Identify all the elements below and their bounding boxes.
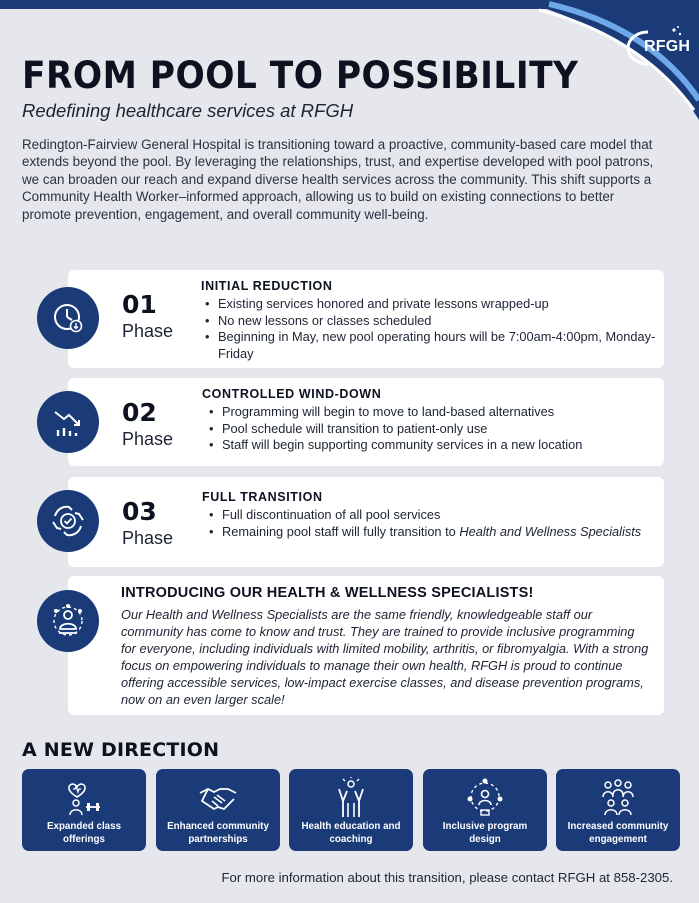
tile-label: Enhanced community partnerships (167, 821, 269, 845)
phase-bullets-3 (207, 507, 657, 540)
inclusive-design-icon (465, 777, 505, 817)
list-item (207, 524, 657, 541)
logo-text: RFGH (644, 38, 691, 55)
tile-health-education-and-coaching (289, 769, 413, 851)
phase-number-1: 01 (122, 290, 157, 319)
tile-label: Health education and coaching (301, 821, 401, 845)
tile-label: Inclusive program design (442, 821, 528, 845)
intro-paragraph: Redington-Fairview General Hospital is transitioning toward a proactive, community-based care model that extends beyond the pool. By leveraging the relationships, trust, and expertise developed with pool patrons, we can broaden our reach and expand diverse health services across the community. This shift supports a Community Health Worker–informed approach, allowing us to build on existing connections to better promote prevention, engagement, and overall community well-being. (22, 137, 654, 222)
phase-heading-1: INITIAL REDUCTION (201, 279, 333, 293)
list-item: • Existing services honored and private lessons wrapped-up (203, 296, 658, 313)
phase-number-2: 02 (122, 398, 157, 427)
bullet-italic-tail: Health and Wellness Specialists (459, 523, 642, 539)
phase-heading-2: CONTROLLED WIND-DOWN (202, 387, 382, 401)
clock-icon (37, 287, 99, 349)
specialists-body: Our Health and Wellness Specialists are the same friendly, knowledgeable staff our community has come to know and trust. They are trained to provide inclusive programming for everyone, including individuals with limited mobility, arthritis, or fibromyalgia. With a strong focus on empowering individuals to manage their own health, RFGH is proud to continue offering accessible services, low-impact exercise classes, and disease prevention programs, now on an even larger scale! (121, 607, 649, 707)
community-group-icon (598, 777, 638, 817)
tile-expanded-class-offerings (22, 769, 146, 851)
rfgh-logo (622, 24, 692, 68)
specialists-title: INTRODUCING OUR HEALTH & WELLNESS SPECIALISTS! (121, 585, 534, 601)
handshake-icon (198, 777, 238, 817)
list-item: • Pool schedule will transition to patient-only use (207, 421, 657, 438)
raised-hands-icon (331, 777, 371, 817)
phase-heading-3: FULL TRANSITION (202, 490, 323, 504)
bullet-text: Remaining pool staff will fully transition to (222, 523, 456, 539)
tile-enhanced-community-partnerships (156, 769, 280, 851)
phase-label-3: Phase (122, 528, 174, 548)
page-title: FROM POOL TO POSSIBILITY (22, 54, 579, 97)
hands-check-icon (37, 490, 99, 552)
list-item: • Full discontinuation of all pool services (207, 507, 657, 524)
phase-bullets-1 (203, 296, 658, 362)
phase-label-2: Phase (122, 429, 174, 449)
trend-down-chart-icon (37, 391, 99, 453)
phase-number-3: 03 (122, 497, 157, 526)
footer-contact-text: For more information about this transition, please contact RFGH at 858-2305. (221, 870, 673, 885)
tile-label: Increased community engagement (567, 821, 669, 845)
tile-increased-community-engagement (556, 769, 680, 851)
tile-label: Expanded class offerings (46, 821, 122, 845)
new-direction-title: A NEW DIRECTION (22, 739, 220, 761)
tile-inclusive-program-design (423, 769, 547, 851)
phase-label-1: Phase (122, 321, 174, 341)
specialist-person-icon (37, 590, 99, 652)
page-subtitle: Redefining healthcare services at RFGH (22, 100, 354, 121)
list-item: • Beginning in May, new pool operating hours will be 7:00am-4:00pm, Monday-Friday (203, 329, 658, 362)
heart-dumbbell-icon (64, 777, 104, 817)
list-item: • No new lessons or classes scheduled (203, 313, 658, 330)
list-item: • Programming will begin to move to land-based alternatives (207, 404, 657, 421)
phase-bullets-2 (207, 404, 657, 454)
list-item: • Staff will begin supporting community services in a new location (207, 437, 657, 454)
